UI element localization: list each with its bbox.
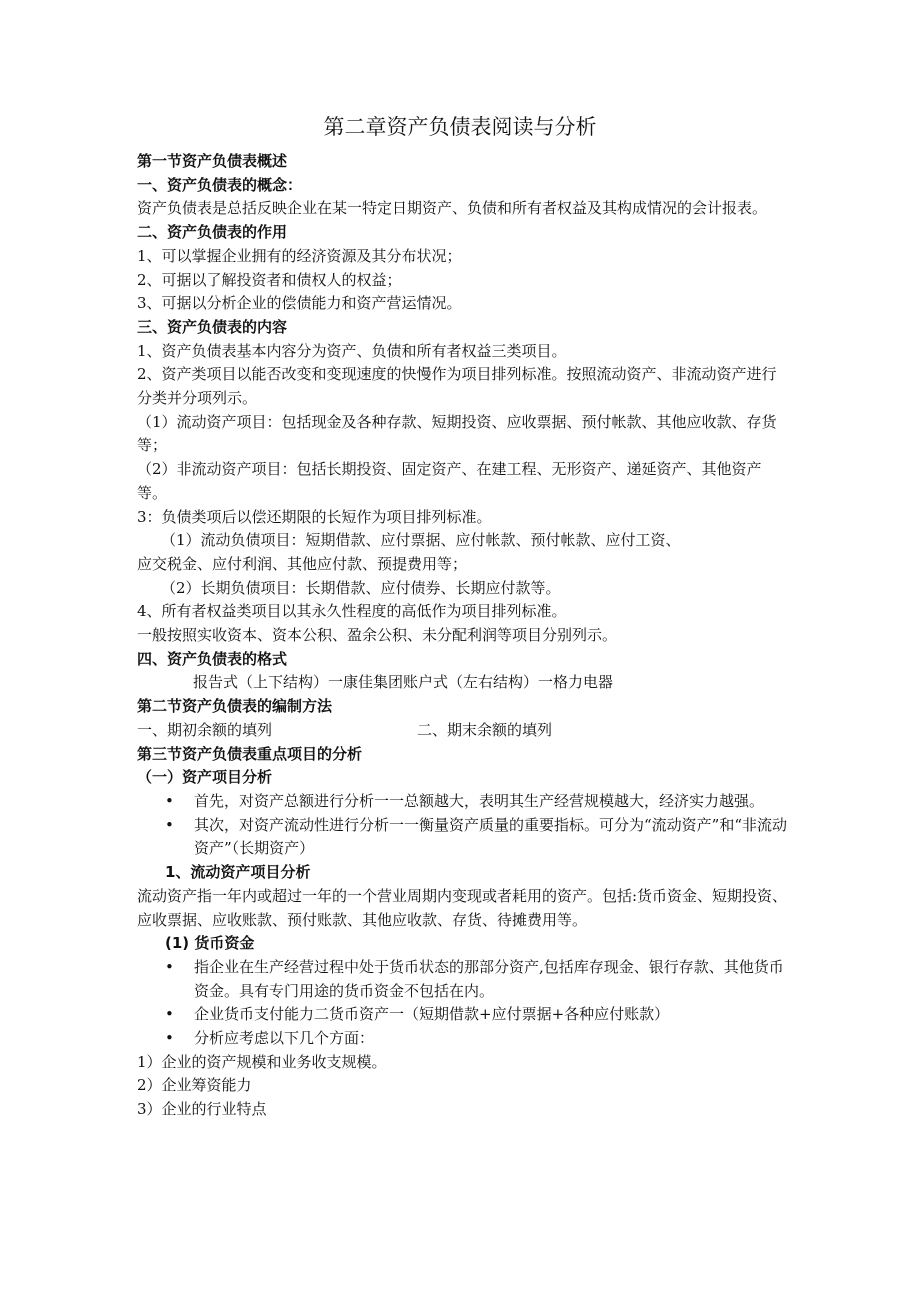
chapter-title: 第二章资产负债表阅读与分析 bbox=[323, 115, 597, 139]
subheading: 二、资产负债表的作用 bbox=[137, 223, 288, 242]
paragraph: 资产负债表是总括反映企业在某一特定日期资产、负债和所有者权益及其构成情况的会计报表。 bbox=[137, 199, 768, 218]
paragraph: （1）流动资产项目：包括现金及各种存款、短期投资、应收票据、预付帐款、其他应收款、存货等； bbox=[137, 412, 777, 455]
paragraph: 1、可以掌握企业拥有的经济资源及其分布状况； bbox=[137, 246, 462, 265]
paragraph: 应交税金、应付利润、其他应付款、预提费用等； bbox=[137, 554, 468, 573]
paragraph: 一般按照实收资本、资本公积、盈余公积、未分配利润等项目分别列示。 bbox=[137, 626, 618, 645]
numbered-item: 3）企业的行业特点 bbox=[137, 1100, 267, 1119]
bullet-item: • 企业货币支付能力二货币资产一（短期借款+应付票据+各种应付账款） bbox=[137, 1003, 789, 1027]
bullet-item: • 分析应考虑以下几个方面： bbox=[137, 1027, 789, 1051]
paragraph: 二、期末余额的填列 bbox=[417, 720, 553, 739]
document-body bbox=[137, 150, 789, 1122]
paragraph: （2）非流动资产项目：包括长期投资、固定资产、在建工程、无形资产、递延资产、其他资产等。 bbox=[137, 460, 762, 502]
subheading: 1、流动资产项目分析 bbox=[165, 863, 311, 882]
paragraph: 1、资产负债表基本内容分为资产、负债和所有者权益三类项目。 bbox=[137, 341, 567, 360]
two-column-line bbox=[137, 719, 789, 743]
paragraph: （2）长期负债项目：长期借款、应付债券、长期应付款等。 bbox=[161, 578, 561, 597]
paragraph: （1）流动负债项目：短期借款、应付票据、应付帐款、预付帐款、应付工资、 bbox=[161, 531, 681, 550]
paragraph: 报告式（上下结构）一康佳集团账户式（左右结构）一格力电器 bbox=[193, 673, 614, 692]
subheading: 一、资产负债表的概念： bbox=[137, 175, 303, 194]
bullet-icon: • bbox=[165, 815, 174, 834]
paragraph: 3：负债类项后以偿还期限的长短作为项目排列标准。 bbox=[137, 507, 492, 526]
bullet-icon: • bbox=[165, 1005, 174, 1024]
bullet-item: • 指企业在生产经营过程中处于货币状态的那部分资产,包括库存现金、银行存款、其他货币资金。具有专门用途的货币资金不包括在内。 bbox=[165, 957, 784, 1000]
paragraph: 3、可据以分析企业的偿债能力和资产营运情况。 bbox=[137, 294, 462, 313]
paragraph: 一、期初余额的填列 bbox=[137, 720, 273, 739]
paragraph: 2、可据以了解投资者和债权人的权益； bbox=[137, 270, 402, 289]
subheading: （一）资产项目分析 bbox=[137, 768, 273, 787]
section-heading: 第一节资产负债表概述 bbox=[137, 152, 288, 170]
paragraph: 2、资产类项目以能否改变和变现速度的快慢作为项目排列标准。按照流动资产、非流动资产进行分类并分项列示。 bbox=[137, 365, 777, 408]
paragraph: 4、所有者权益类项目以其永久性程度的高低作为项目排列标准。 bbox=[137, 602, 567, 621]
numbered-item: 1）企业的资产规模和业务收支规模。 bbox=[137, 1052, 387, 1071]
subheading: (1) 货币资金 bbox=[165, 934, 255, 953]
bullet-item: • 首先，对资产总额进行分析一一总额越大，表明其生产经营规模越大，经济实力越强。 bbox=[137, 790, 789, 814]
section-heading: 第三节资产负债表重点项目的分析 bbox=[137, 744, 363, 763]
subheading: 三、资产负债表的内容 bbox=[137, 317, 288, 336]
section-heading: 第二节资产负债表的编制方法 bbox=[137, 697, 333, 716]
subheading: 四、资产负债表的格式 bbox=[137, 649, 288, 668]
bullet-icon: • bbox=[165, 1029, 174, 1048]
bullet-icon: • bbox=[165, 791, 174, 810]
paragraph: 流动资产指一年内或超过一年的一个营业周期内变现或者耗用的资产。包括:货币资金、短期投资、应收票据、应收账款、预付账款、其他应收款、存货、待摊费用等。 bbox=[137, 886, 788, 929]
bullet-icon: • bbox=[165, 957, 174, 976]
bullet-item: • 其次，对资产流动性进行分析一一衡量资产质量的重要指标。可分为“流动资产”和“非流动资产”（长期资产） bbox=[165, 815, 788, 858]
numbered-item: 2）企业筹资能力 bbox=[137, 1076, 252, 1095]
